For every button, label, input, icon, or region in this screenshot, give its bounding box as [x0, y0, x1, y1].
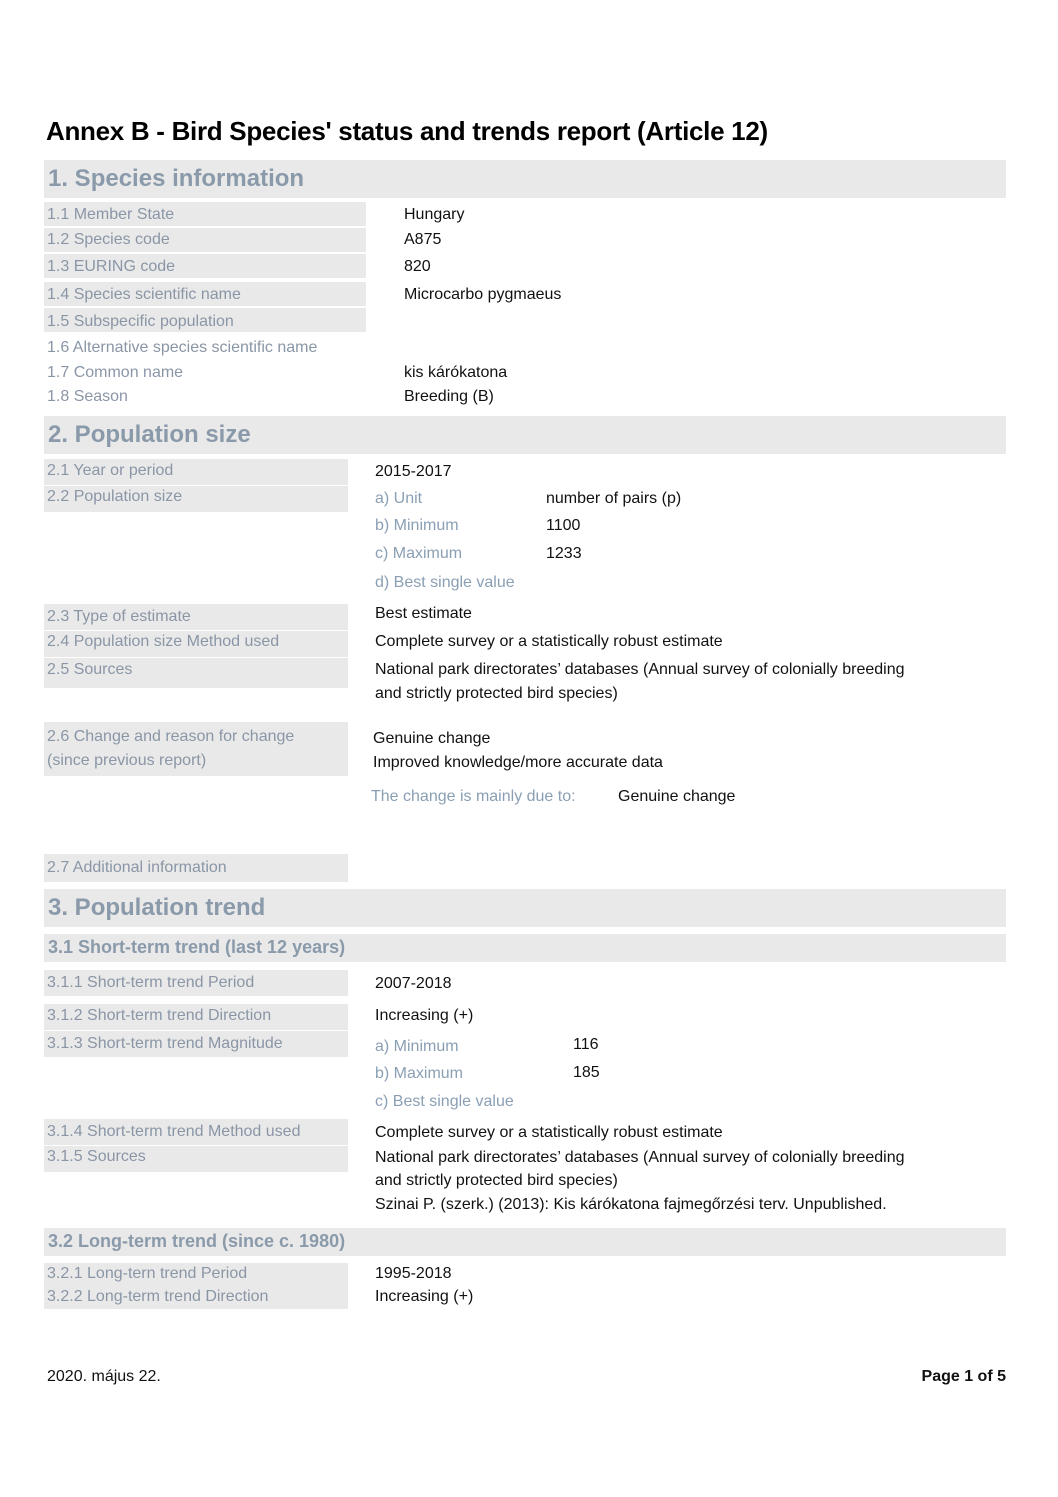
method-label: 2.4 Population size Method used: [47, 633, 280, 650]
best-value-label: d) Best single value: [375, 574, 515, 591]
change-label-line1: 2.6 Change and reason for change: [47, 728, 295, 745]
section-population-trend: [44, 889, 1006, 927]
subsection-heading: 3.1 Short-term trend (last 12 years): [48, 937, 346, 957]
subsection-short-term-trend: [44, 934, 1006, 962]
short-period-value: 2007-2018: [375, 975, 452, 992]
short-sources-value-line3: Szinai P. (szerk.) (2013): Kis kárókatona fajmegőrzési terv. Unpublished.: [375, 1196, 887, 1213]
year-period-value: 2015-2017: [375, 463, 452, 480]
method-value: Complete survey or a statistically robust estimate: [375, 633, 723, 650]
common-name-value: kis kárókatona: [404, 364, 508, 381]
footer-page-number: Page 1 of 5: [921, 1368, 1006, 1385]
estimate-type-value: Best estimate: [375, 605, 472, 622]
additional-info-label: 2.7 Additional information: [47, 859, 227, 876]
scientific-name-value: Microcarbo pygmaeus: [404, 286, 562, 303]
short-method-value: Complete survey or a statistically robust estimate: [375, 1124, 723, 1141]
subsection-long-term-trend: [44, 1228, 1006, 1256]
long-direction-value: Increasing (+): [375, 1288, 474, 1305]
minimum-value: 1100: [546, 517, 581, 534]
subspecific-population-label: 1.5 Subspecific population: [47, 313, 234, 330]
sources-label: 2.5 Sources: [47, 661, 133, 678]
short-period-label: 3.1.1 Short-term trend Period: [47, 974, 255, 991]
short-minimum-value: 116: [573, 1036, 599, 1053]
minimum-label: b) Minimum: [375, 517, 459, 534]
footer-date: 2020. május 22.: [47, 1368, 161, 1385]
common-name-label: 1.7 Common name: [47, 364, 184, 381]
sources-value-line1: National park directorates’ databases (Annual survey of colonially breeding: [375, 661, 905, 678]
sources-value-line2: and strictly protected bird species): [375, 685, 618, 702]
season-label: 1.8 Season: [47, 388, 128, 405]
population-size-label: 2.2 Population size: [47, 488, 183, 505]
long-period-label: 3.2.1 Long-tern trend Period: [47, 1265, 248, 1282]
unit-value: number of pairs (p): [546, 490, 682, 507]
section-heading: 3. Population trend: [48, 894, 266, 921]
mainly-due-value: Genuine change: [618, 788, 736, 805]
subsection-heading: 3.2 Long-term trend (since c. 1980): [48, 1231, 346, 1251]
long-direction-label: 3.2.2 Long-term trend Direction: [47, 1288, 269, 1305]
short-direction-label: 3.1.2 Short-term trend Direction: [47, 1007, 272, 1024]
euring-code-label: 1.3 EURING code: [47, 258, 176, 275]
short-maximum-label: b) Maximum: [375, 1065, 464, 1082]
maximum-value: 1233: [546, 545, 582, 562]
short-minimum-label: a) Minimum: [375, 1038, 459, 1055]
species-code-label: 1.2 Species code: [47, 231, 170, 248]
species-code-value: A875: [404, 231, 442, 248]
change-value-line2: Improved knowledge/more accurate data: [373, 754, 663, 771]
page-title: Annex B - Bird Species' status and trends report (Article 12): [46, 116, 768, 146]
section-species-information: [44, 160, 1006, 198]
season-value: Breeding (B): [404, 388, 494, 405]
scientific-name-label: 1.4 Species scientific name: [47, 286, 241, 303]
short-sources-value-line2: and strictly protected bird species): [375, 1172, 618, 1189]
year-period-label: 2.1 Year or period: [47, 462, 174, 479]
member-state-label: 1.1 Member State: [47, 206, 175, 223]
short-method-label: 3.1.4 Short-term trend Method used: [47, 1123, 301, 1140]
change-value-line1: Genuine change: [373, 730, 491, 747]
short-direction-value: Increasing (+): [375, 1007, 474, 1024]
short-magnitude-label: 3.1.3 Short-term trend Magnitude: [47, 1035, 283, 1052]
short-sources-label: 3.1.5 Sources: [47, 1148, 146, 1165]
euring-code-value: 820: [404, 258, 431, 275]
short-best-value-label: c) Best single value: [375, 1093, 514, 1110]
estimate-type-label: 2.3 Type of estimate: [47, 608, 191, 625]
section-population-size: [44, 416, 1006, 454]
section-heading: 2. Population size: [48, 421, 251, 448]
member-state-value: Hungary: [404, 206, 465, 223]
maximum-label: c) Maximum: [375, 545, 463, 562]
short-sources-value-line1: National park directorates’ databases (Annual survey of colonially breeding: [375, 1149, 905, 1166]
short-maximum-value: 185: [573, 1064, 600, 1081]
unit-label: a) Unit: [375, 490, 423, 507]
long-period-value: 1995-2018: [375, 1265, 452, 1282]
alternative-name-label: 1.6 Alternative species scientific name: [47, 339, 318, 356]
change-label-line2: (since previous report): [47, 752, 207, 769]
section-heading: 1. Species information: [48, 165, 305, 192]
mainly-due-label: The change is mainly due to:: [371, 788, 576, 805]
